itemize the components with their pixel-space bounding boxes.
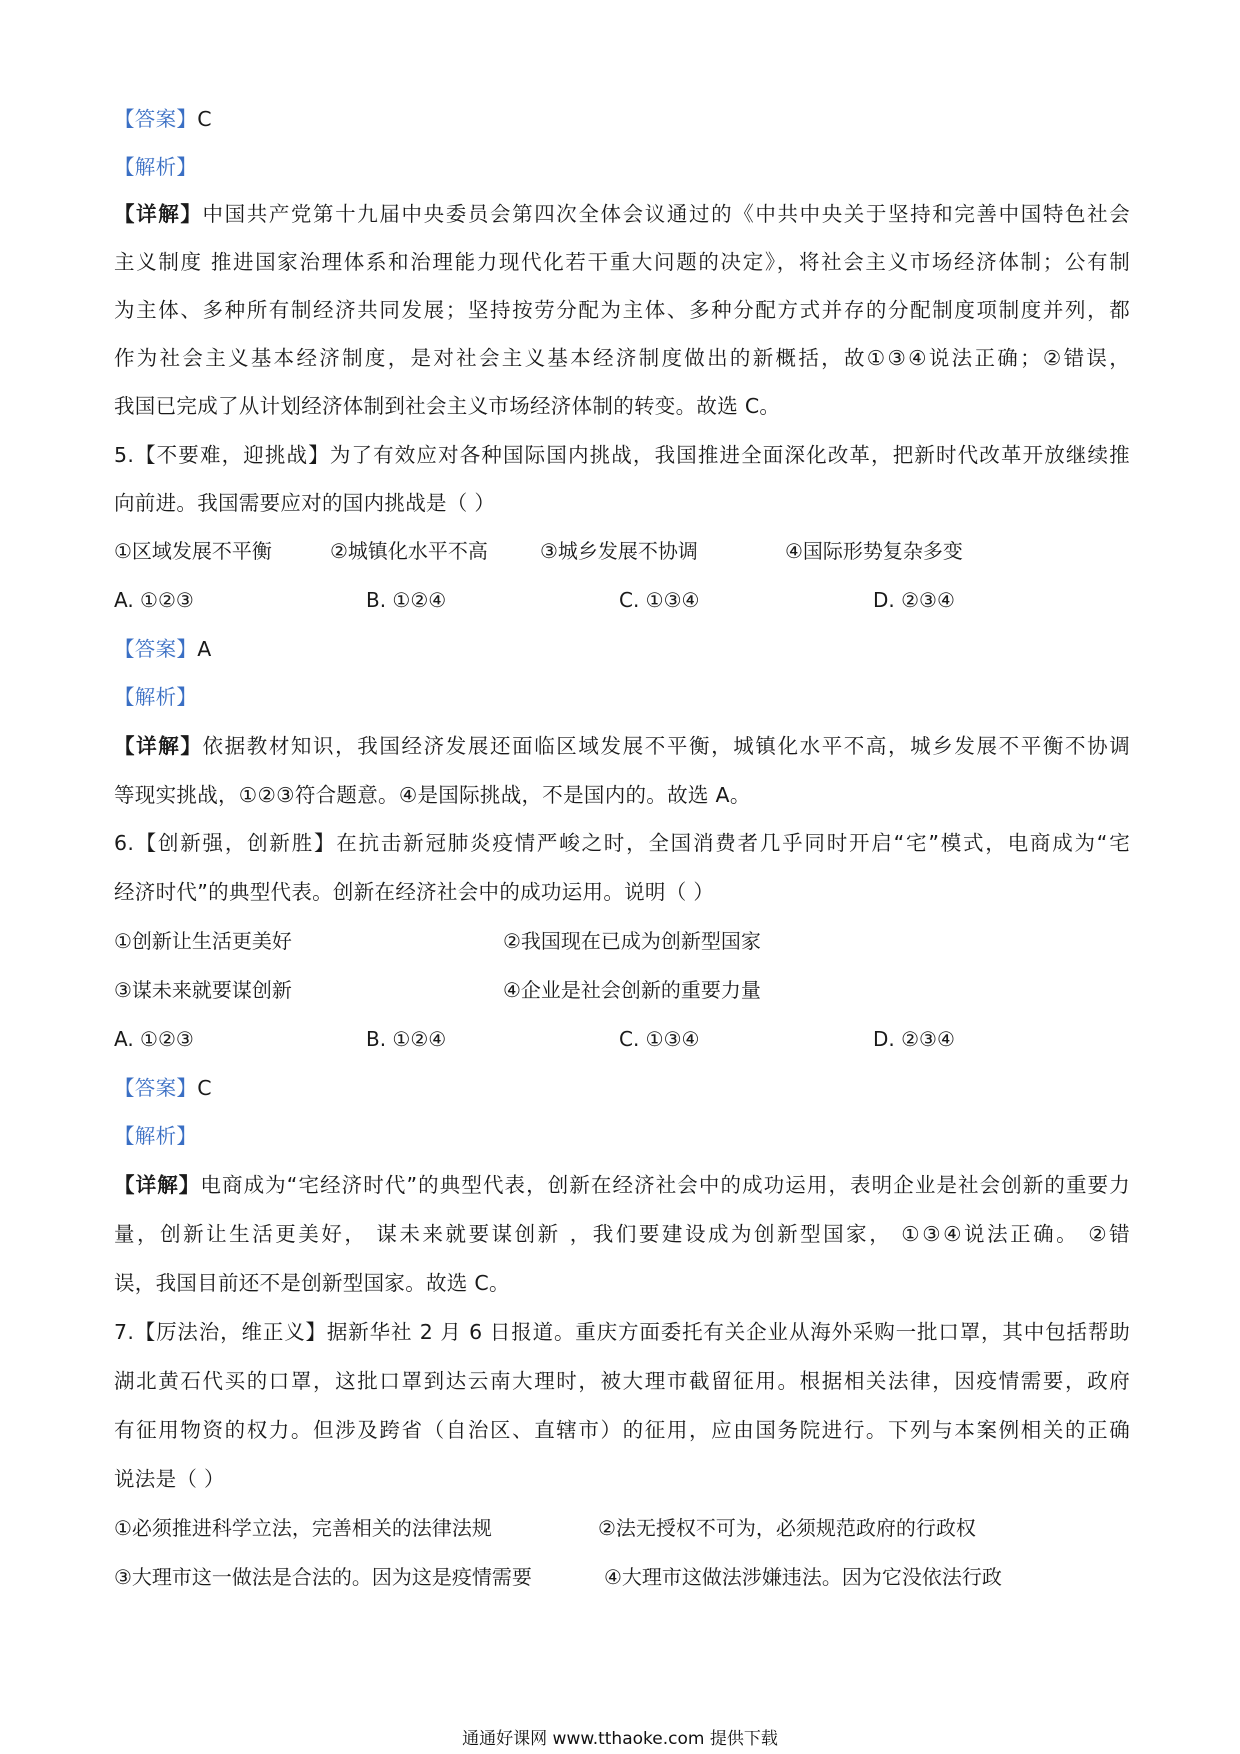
detail-label: 【详解】 <box>114 734 203 758</box>
q6-detail-line-2: 量，创新让生活更美好， 谋未来就要谋创新 ，我们要建设成为创新型国家， ①③④说法正确。 ②错 <box>114 1222 1130 1246</box>
q6-detail-line-1: 【详解】电商成为“宅经济时代”的典型代表，创新在经济社会中的成功运用，表明企业是社会创新的重要力 <box>114 1173 1130 1197</box>
q7-stem-line-3: 有征用物资的权力。但涉及跨省（自治区、直辖市）的征用，应由国务院进行。下列与本案例相关的正确 <box>114 1418 1130 1442</box>
q6-item-1: ①创新让生活更美好 <box>114 929 292 953</box>
q7-stem-line-2: 湖北黄石代买的口罩，这批口罩到达云南大理时，被大理市截留征用。根据相关法律，因疫情需要，政府 <box>114 1369 1130 1393</box>
q6-item-2: ②我国现在已成为创新型国家 <box>503 929 761 953</box>
answer-label: 【答案】 <box>114 107 198 131</box>
q5-option-b: B. ①②④ <box>366 588 447 612</box>
q4-detail-line-4: 作为社会主义基本经济制度，是对社会主义基本经济制度做出的新概括，故①③④说法正确；②错误， <box>114 346 1130 370</box>
q5-option-d: D. ②③④ <box>873 588 955 612</box>
q7-item-2: ②法无授权不可为，必须规范政府的行政权 <box>598 1516 976 1540</box>
q6-stem-line-2: 经济时代”的典型代表。创新在经济社会中的成功运用。说明（ ） <box>114 880 715 904</box>
q5-detail-line-2: 等现实挑战，①②③符合题意。④是国际挑战，不是国内的。故选 A。 <box>114 783 751 807</box>
q6-answer <box>114 1073 212 1103</box>
answer-value: C <box>197 1076 212 1100</box>
q5-item-4: ④国际形势复杂多变 <box>785 539 963 563</box>
analysis-label: 【解析】 <box>114 1124 198 1148</box>
q6-option-c: C. ①③④ <box>619 1027 700 1051</box>
q7-stem-line-4: 说法是（ ） <box>114 1467 225 1491</box>
q5-option-c: C. ①③④ <box>619 588 700 612</box>
q6-option-b: B. ①②④ <box>366 1027 447 1051</box>
answer-label: 【答案】 <box>114 1076 198 1100</box>
q4-answer <box>114 104 212 134</box>
detail-label: 【详解】 <box>114 1173 201 1197</box>
q5-detail-line-1: 【详解】依据教材知识，我国经济发展还面临区域发展不平衡，城镇化水平不高，城乡发展不平衡不协调 <box>114 734 1130 758</box>
q6-item-3: ③谋未来就要谋创新 <box>114 978 292 1002</box>
detail-label: 【详解】 <box>114 202 203 226</box>
q6-detail-line-3: 误，我国目前还不是创新型国家。故选 C。 <box>114 1271 510 1295</box>
answer-value: C <box>197 107 212 131</box>
q4-detail-line-5: 我国已完成了从计划经济体制到社会主义市场经济体制的转变。故选 C。 <box>114 394 781 418</box>
q5-stem-line-1: 5.【不要难，迎挑战】为了有效应对各种国际国内挑战，我国推进全面深化改革，把新时代改革开放继续推 <box>114 443 1130 467</box>
q7-stem-line-1: 7.【厉法治，维正义】据新华社 2 月 6 日报道。重庆方面委托有关企业从海外采购一批口罩，其中包括帮助 <box>114 1320 1130 1344</box>
q6-option-d: D. ②③④ <box>873 1027 955 1051</box>
q5-option-a: A. ①②③ <box>114 588 194 612</box>
q4-detail-line-3: 为主体、多种所有制经济共同发展；坚持按劳分配为主体、多种分配方式并存的分配制度项制度并列，都 <box>114 298 1130 322</box>
answer-label: 【答案】 <box>114 637 198 661</box>
analysis-label: 【解析】 <box>114 155 198 179</box>
q5-item-2: ②城镇化水平不高 <box>330 539 488 563</box>
q6-item-4: ④企业是社会创新的重要力量 <box>503 978 761 1002</box>
q5-stem-line-2: 向前进。我国需要应对的国内挑战是（ ） <box>114 491 496 515</box>
q7-item-4: ④大理市这做法涉嫌违法。因为它没依法行政 <box>604 1565 1002 1589</box>
q5-item-3: ③城乡发展不协调 <box>540 539 698 563</box>
q4-detail-line-1: 【详解】中国共产党第十九届中央委员会第四次全体会议通过的《中共中央关于坚持和完善中国特色社会 <box>114 202 1130 226</box>
page-footer: 通通好课网 www.tthaoke.com 提供下载 <box>462 1729 778 1749</box>
q6-stem-line-1: 6.【创新强，创新胜】在抗击新冠肺炎疫情严峻之时，全国消费者几乎同时开启“宅”模式，电商成为“宅 <box>114 831 1130 855</box>
q7-item-3: ③大理市这一做法是合法的。因为这是疫情需要 <box>114 1565 532 1589</box>
q5-answer <box>114 634 212 664</box>
answer-value: A <box>197 637 212 661</box>
analysis-label: 【解析】 <box>114 685 198 709</box>
q6-option-a: A. ①②③ <box>114 1027 194 1051</box>
q4-detail-line-2: 主义制度 推进国家治理体系和治理能力现代化若干重大问题的决定》，将社会主义市场经济体制；公有制 <box>114 250 1130 274</box>
q7-item-1: ①必须推进科学立法，完善相关的法律法规 <box>114 1516 492 1540</box>
q5-item-1: ①区域发展不平衡 <box>114 539 272 563</box>
